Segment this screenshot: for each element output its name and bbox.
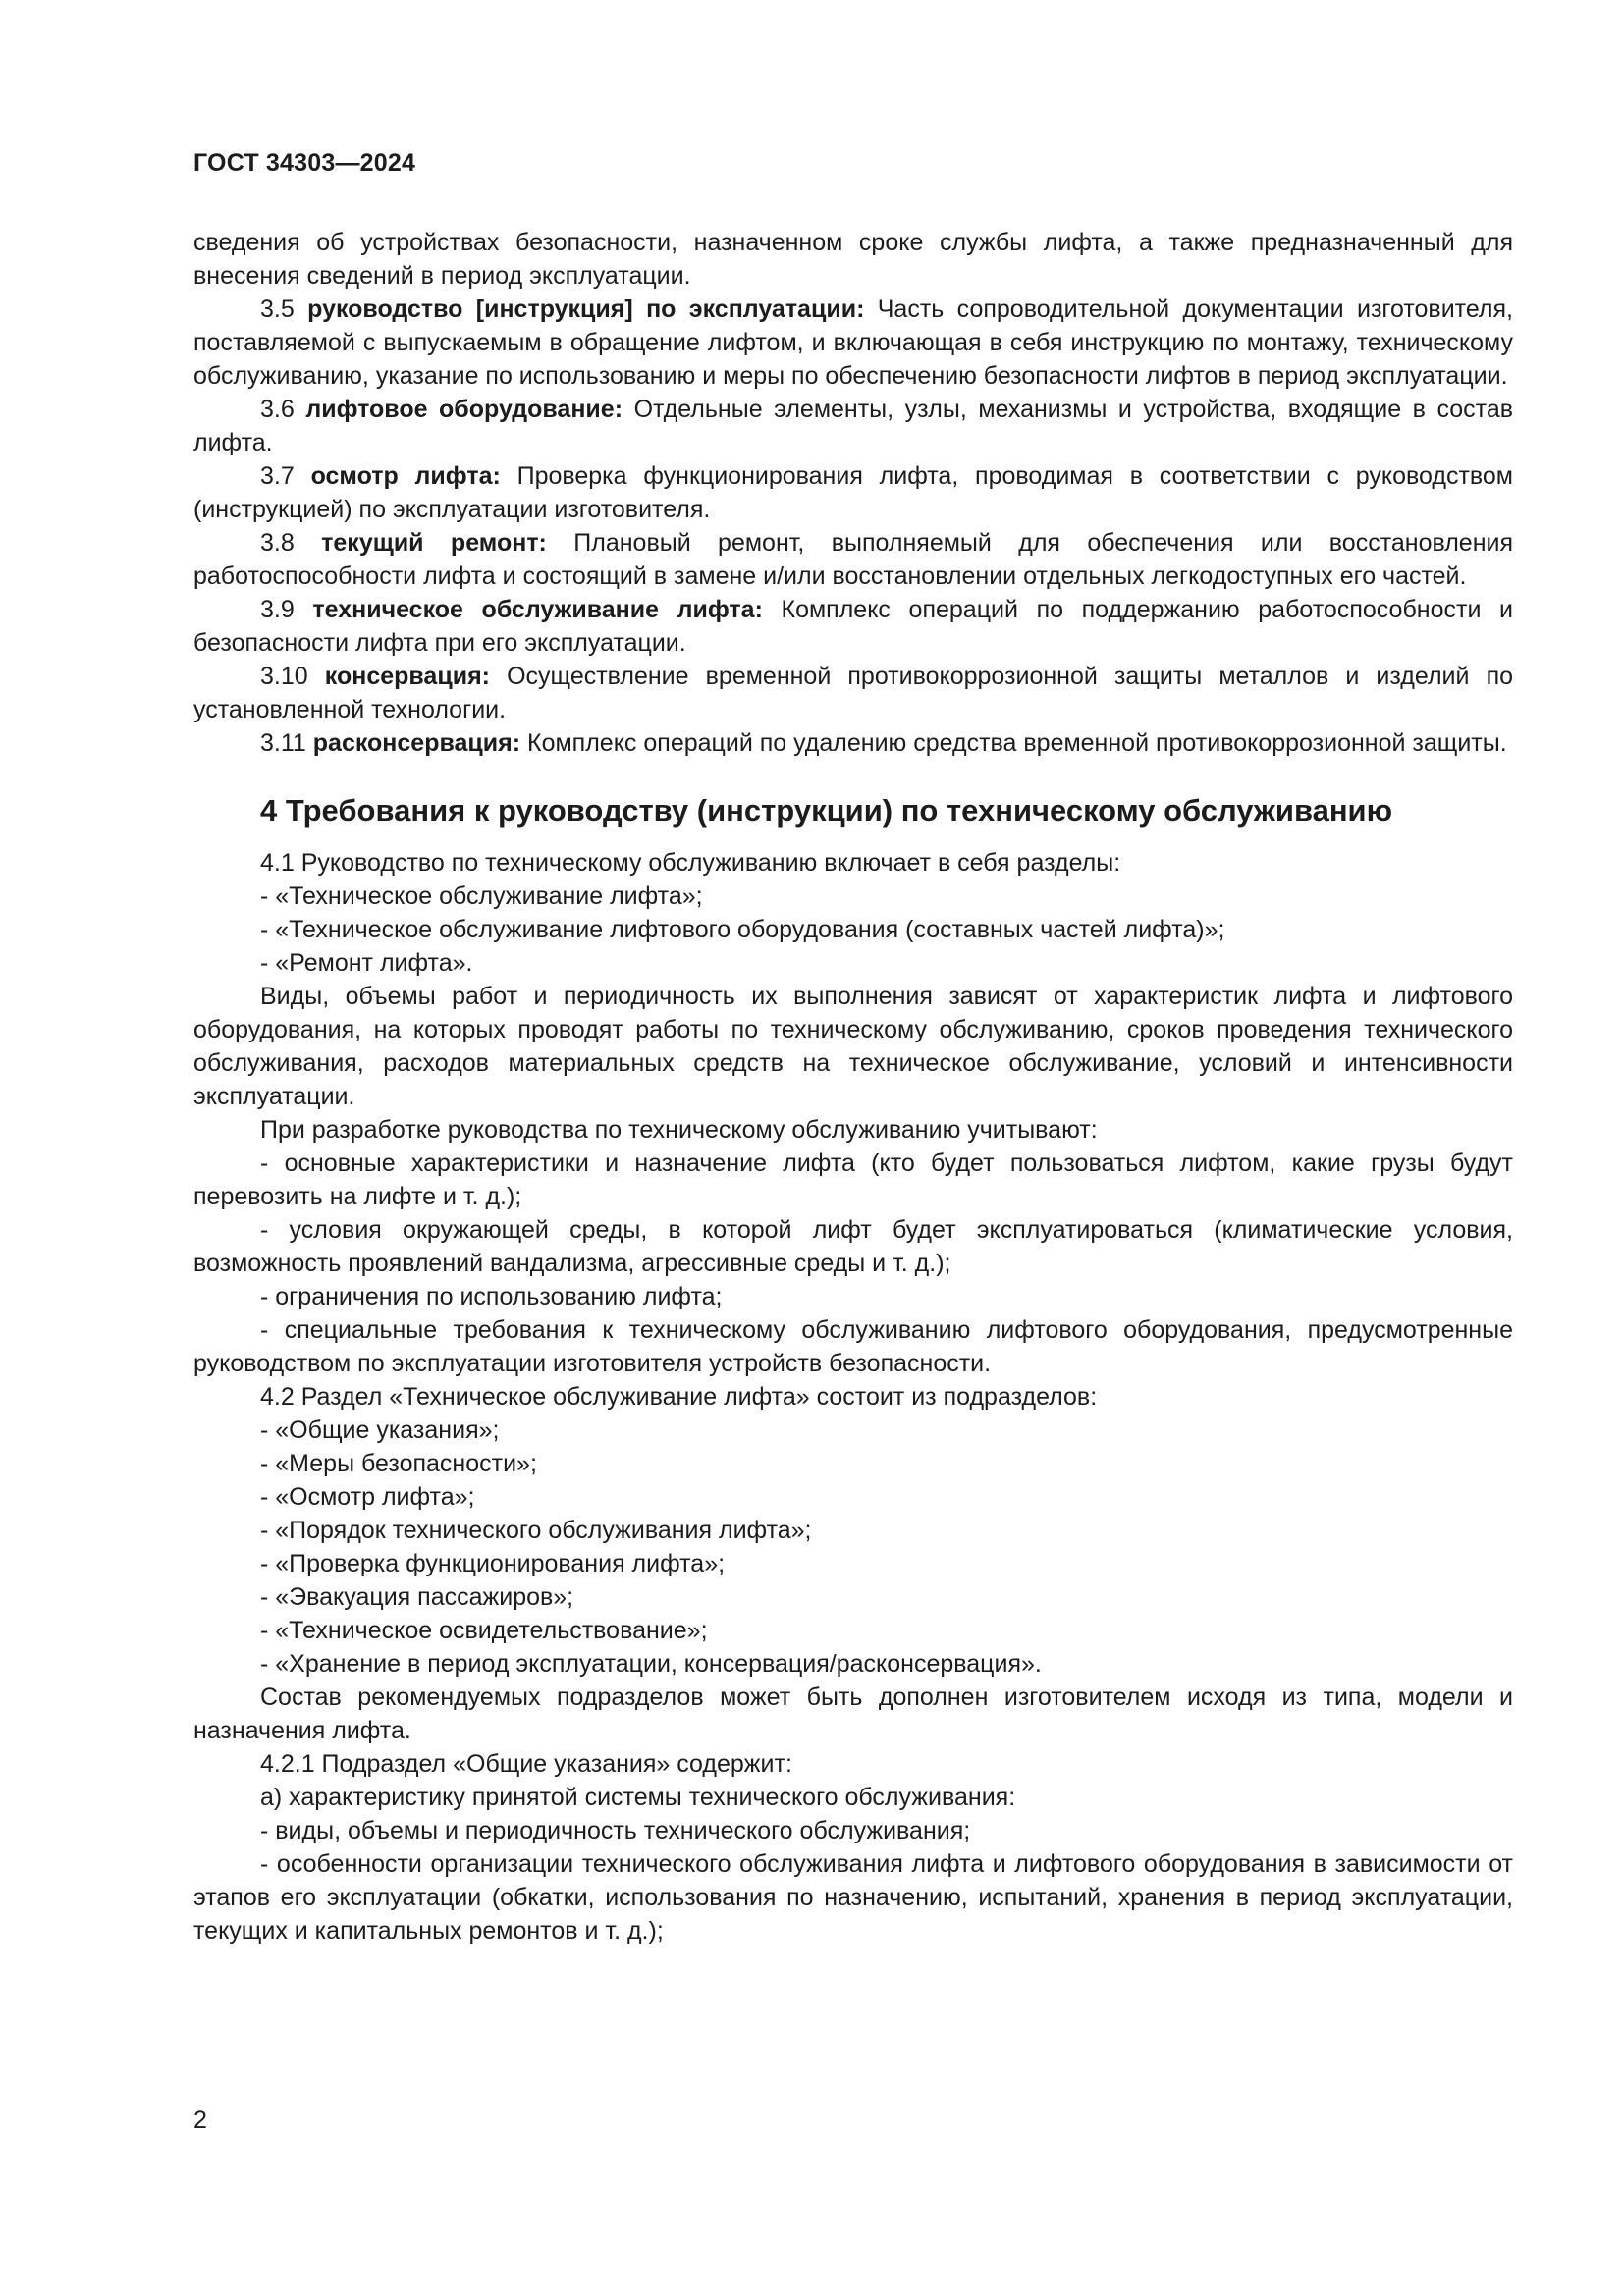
list-item: - «Осмотр лифта»; — [260, 1483, 475, 1511]
list-item: - «Хранение в период эксплуатации, консервация/расконсервация». — [260, 1650, 1042, 1678]
list-item: - «Проверка функционирования лифта»; — [260, 1550, 726, 1577]
list-item: - «Техническое обслуживание лифтового оборудования (составных частей лифта)»; — [260, 916, 1225, 943]
term-item: 3.11 расконсервация: Комплекс операций по удалению средства временной противокоррозионной защиты. — [260, 729, 1507, 757]
list-item: - условия окружающей среды, в которой лифт будет эксплуатироваться (климатические условия, возможность проявлений вандализма, агрессивные среды и т. д.); — [193, 1216, 1513, 1277]
list-item: - виды, объемы и периодичность технического обслуживания; — [260, 1817, 971, 1844]
list-item: - «Меры безопасности»; — [260, 1450, 537, 1477]
list-item: - особенности организации технического обслуживания лифта и лифтового оборудования в зависимости от этапов его эксплуатации (обкатки, использования по назначению, испытаний, хранения в период эксплуатации, текущих и капитальных ремонтов и т. д.); — [193, 1850, 1513, 1945]
term-item: 3.5 руководство [инструкция] по эксплуатации: Часть сопроводительной документации изготовителя, поставляемой с выпускаемым в обращение лифтом, и включающая в себя инструкцию по монтажу, техническому обслуживанию, указание по использованию и меры по обеспечению безопасности лифтов в период эксплуатации. — [193, 295, 1513, 390]
list-item: - «Эвакуация пассажиров»; — [260, 1583, 574, 1611]
list-item: - основные характеристики и назначение лифта (кто будет пользоваться лифтом, какие грузы будут перевозить на лифте и т. д.); — [193, 1149, 1513, 1210]
terms-list — [193, 293, 1513, 760]
paragraph: 4.2.1 Подраздел «Общие указания» содержит: — [260, 1750, 792, 1778]
list-item: - «Техническое освидетельствование»; — [260, 1617, 708, 1644]
paragraph: Состав рекомендуемых подразделов может быть дополнен изготовителем исходя из типа, модели и назначения лифта. — [193, 1683, 1513, 1744]
list-item: - «Техническое обслуживание лифта»; — [260, 882, 703, 910]
term-item: 3.6 лифтовое оборудование: Отдельные элементы, узлы, механизмы и устройства, входящие в состав лифта. — [193, 396, 1513, 456]
term-item: 3.9 техническое обслуживание лифта: Комплекс операций по поддержанию работоспособности и безопасности лифта при его эксплуатации. — [193, 596, 1513, 657]
list-item: - ограничения по использованию лифта; — [260, 1283, 723, 1310]
list-item: - специальные требования к техническому обслуживанию лифтового оборудования, предусмотренные руководством по эксплуатации изготовителя устройств безопасности. — [193, 1316, 1513, 1377]
section-heading: 4 Требования к руководству (инструкции) по техническому обслуживанию — [260, 793, 1393, 828]
list-item: - «Порядок технического обслуживания лифта»; — [260, 1517, 812, 1544]
term-item: 3.10 консервация: Осуществление временной противокоррозионной защиты металлов и изделий по установленной технологии. — [193, 663, 1514, 723]
paragraph: 4.1 Руководство по техническому обслуживанию включает в себя разделы: — [260, 849, 1121, 877]
paragraph: 4.2 Раздел «Техническое обслуживание лифта» состоит из подразделов: — [260, 1383, 1098, 1411]
paragraph: а) характеристику принятой системы технического обслуживания: — [260, 1784, 1016, 1811]
list-item: - «Ремонт лифта». — [260, 949, 473, 977]
paragraph: При разработке руководства по техническому обслуживанию учитывают: — [260, 1116, 1098, 1144]
list-item: - «Общие указания»; — [260, 1416, 500, 1444]
continued-paragraph: сведения об устройствах безопасности, назначенном сроке службы лифта, а также предназначенный для внесения сведений в период эксплуатации. — [193, 229, 1513, 290]
paragraph: Виды, объемы работ и периодичность их выполнения зависят от характеристик лифта и лифтового оборудования, на которых проводят работы по техническому обслуживанию, сроков проведения технического обслуживания, расходов материальных средств на техническое обслуживание, условий и интенсивности эксплуатации. — [193, 983, 1513, 1110]
term-item: 3.8 текущий ремонт: Плановый ремонт, выполняемый для обеспечения или восстановления работоспособности лифта и состоящий в замене и/или восстановлении отдельных легкодоступных его частей. — [193, 529, 1514, 590]
term-item: 3.7 осмотр лифта: Проверка функционирования лифта, проводимая в соответствии с руководством (инструкцией) по эксплуатации изготовителя. — [193, 462, 1513, 523]
document-body — [193, 226, 1513, 1948]
document-code-header: ГОСТ 34303—2024 — [193, 149, 416, 177]
page-number: 2 — [193, 2107, 207, 2134]
